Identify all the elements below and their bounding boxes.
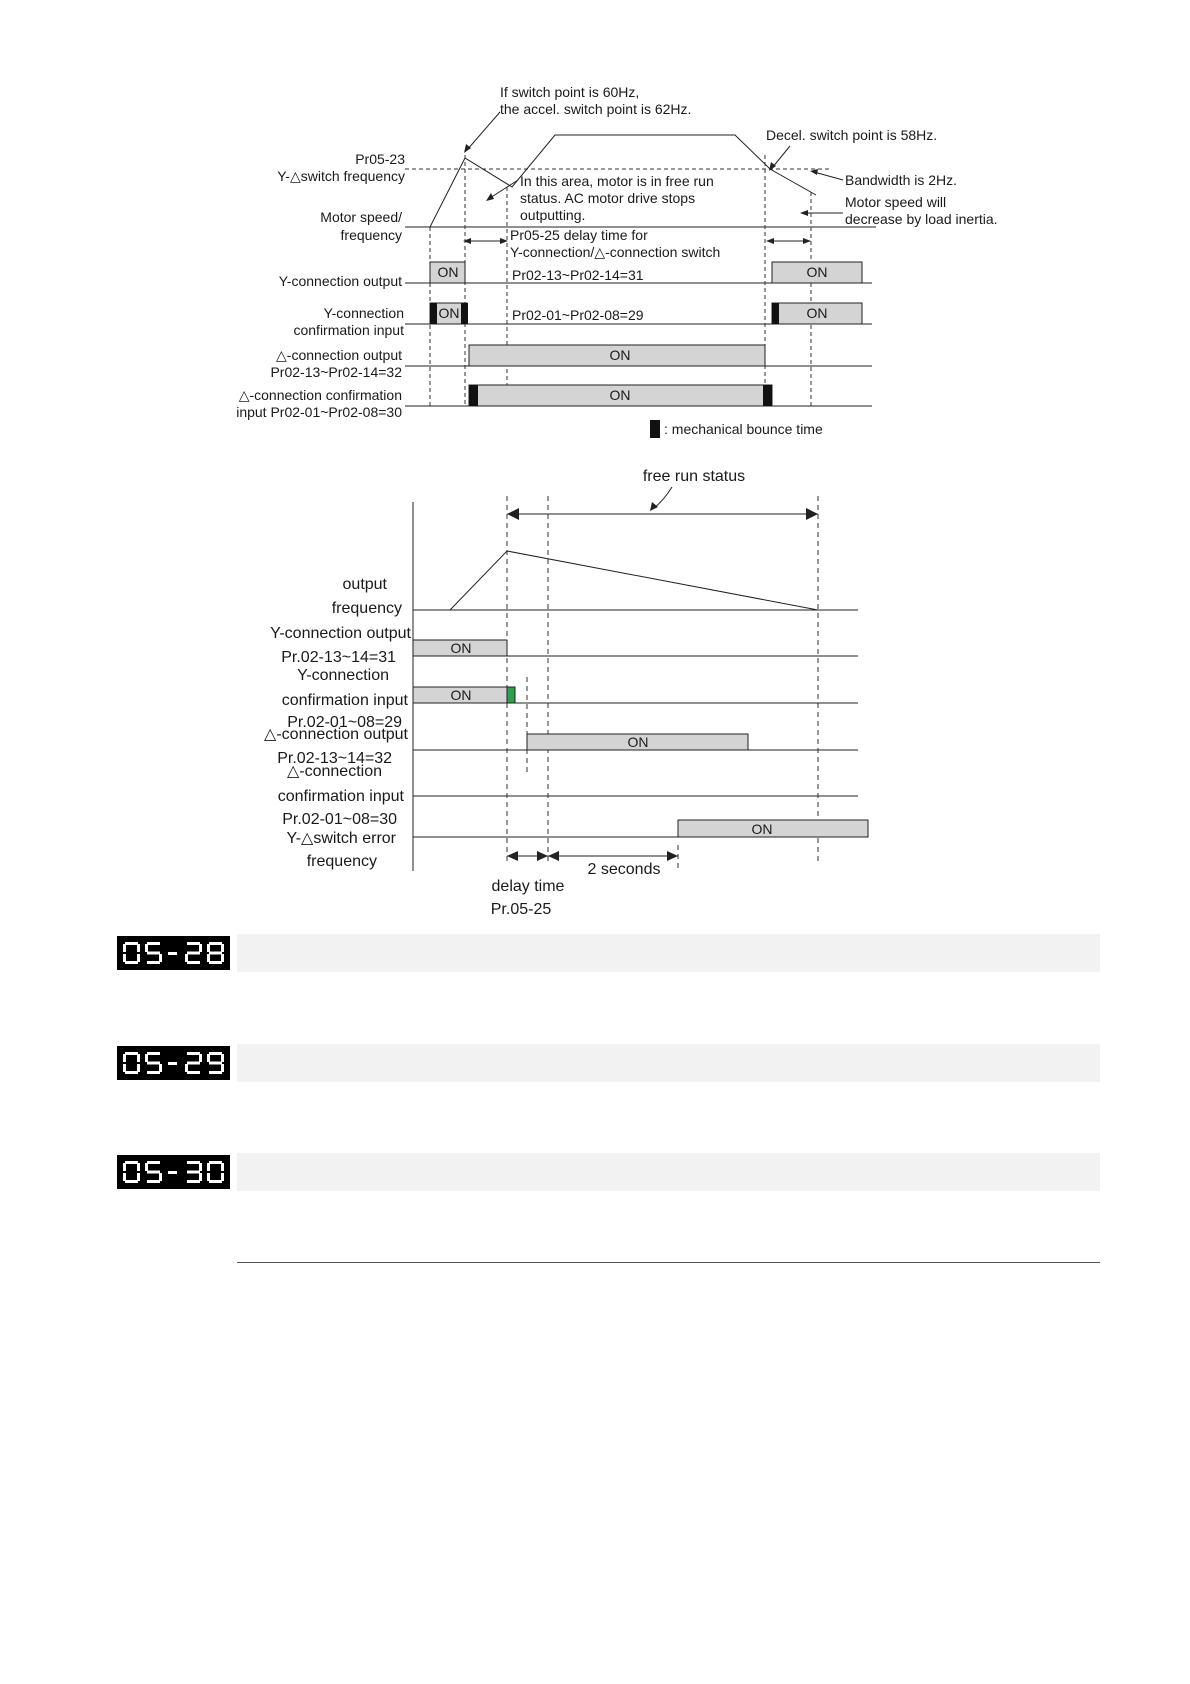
led-segment: [199, 1054, 202, 1062]
led-segment: [187, 942, 200, 945]
led-segment: [147, 1161, 160, 1164]
led-segment: [207, 1163, 210, 1171]
led-segment: [209, 942, 222, 945]
y-confirm-label-2: confirmation input: [281, 692, 408, 709]
led-segment: [187, 952, 200, 955]
output-frequency-label-1: output: [342, 576, 387, 593]
led-segment: [187, 1062, 200, 1065]
led-segment: [209, 961, 222, 964]
d-confirm-label-1: △-connection: [286, 763, 382, 780]
error-label-2: frequency: [306, 853, 377, 870]
delay-note-2: Y-connection/△-connection switch: [510, 244, 721, 260]
parameter-title-band: [237, 934, 1100, 972]
output-frequency-label-2: frequency: [331, 600, 402, 617]
separator-line: [237, 1262, 1100, 1263]
led-segment: [147, 942, 160, 945]
led-segment: [209, 1052, 222, 1055]
y-confirm-on: ON: [450, 687, 472, 703]
switch-freq-label-2: Y-△switch frequency: [277, 168, 405, 184]
led-segment: [199, 944, 202, 952]
y-confirm-bounce-3: [772, 303, 779, 324]
led-segment: [207, 944, 210, 952]
error-bar: [678, 820, 868, 837]
y-confirm-on-2: ON: [806, 305, 828, 321]
d-confirm-bounce-1: [469, 385, 478, 406]
y-output-on-2: ON: [806, 264, 828, 280]
led-segment: [209, 952, 222, 955]
led-segment: [123, 1054, 126, 1062]
d-confirm-label-2: input Pr02-01~Pr02-08=30: [236, 404, 402, 420]
y-delta-timing-diagram: [0, 0, 1190, 460]
accel-note-line1: If switch point is 60Hz,: [500, 84, 640, 100]
d-output-label-2: Pr.02-13~14=32: [277, 750, 392, 767]
free-run-note-3: outputting.: [520, 207, 586, 223]
error-on: ON: [751, 821, 773, 837]
led-segment: [159, 1173, 162, 1181]
y-confirm-on-1: ON: [438, 305, 460, 321]
param-code-display: [117, 936, 230, 970]
led-segment: [137, 1054, 140, 1062]
led-segment: [145, 1054, 148, 1062]
led-segment: [187, 1071, 200, 1074]
led-segment: [209, 1062, 222, 1065]
led-segment: [199, 1163, 202, 1171]
inertia-note-1: Motor speed will: [845, 194, 947, 210]
led-segment: [145, 1163, 148, 1171]
free-run-label: free run status: [642, 468, 746, 485]
led-segment: [207, 1054, 210, 1062]
led-segment: [185, 1064, 188, 1072]
led-segment: [159, 954, 162, 962]
led-segment: [125, 1180, 138, 1183]
y-confirm-bounce-2: [461, 303, 468, 324]
delay-note-1: Pr05-25 delay time for: [510, 227, 648, 243]
bandwidth-note: Bandwidth is 2Hz.: [845, 172, 958, 188]
d-output-label-1: △-connection output: [264, 726, 408, 743]
led-segment: [185, 954, 188, 962]
error-label-1: Y-△switch error: [286, 830, 396, 847]
led-segment: [125, 961, 138, 964]
led-segment: [207, 1173, 210, 1181]
led-segment: [125, 1071, 138, 1074]
decel-note: Decel. switch point is 58Hz.: [766, 127, 938, 143]
led-segment: [123, 1163, 126, 1171]
led-segment: [187, 1052, 200, 1055]
led-segment: [209, 1161, 222, 1164]
d-output-on: ON: [627, 734, 649, 750]
d-confirm-label-3: Pr.02-01~08=30: [282, 811, 397, 828]
led-segment: [187, 1161, 200, 1164]
led-segment: [147, 1062, 160, 1065]
d-confirm-label-2: confirmation input: [277, 788, 404, 805]
d-confirm-on: ON: [609, 387, 631, 403]
param-code-display: [117, 1155, 230, 1189]
y-confirm-green-marker: [507, 687, 515, 703]
led-segment: [125, 1052, 138, 1055]
y-output-param: Pr02-13~Pr02-14=31: [512, 267, 644, 283]
led-segment: [199, 1173, 202, 1181]
led-segment: [147, 952, 160, 955]
y-output-label-1: Y-connection output: [270, 625, 411, 642]
led-segment: [159, 1064, 162, 1072]
led-segment: [123, 1064, 126, 1072]
led-segment: [187, 1171, 200, 1174]
led-dash: [168, 1062, 177, 1065]
led-segment: [147, 961, 160, 964]
two-seconds-label: 2 seconds: [587, 861, 661, 878]
free-run-note-2: status. AC motor drive stops: [520, 190, 696, 206]
led-segment: [221, 1064, 224, 1072]
bounce-legend-swatch: [650, 420, 660, 438]
y-confirm-label-1: Y-connection: [297, 667, 389, 684]
led-segment: [147, 1180, 160, 1183]
parameter-title-band: [237, 1153, 1100, 1191]
led-segment: [147, 1071, 160, 1074]
led-segment: [137, 944, 140, 952]
accel-note-line2: the accel. switch point is 62Hz.: [500, 101, 692, 117]
led-segment: [147, 1171, 160, 1174]
led-segment: [221, 954, 224, 962]
led-segment: [221, 1054, 224, 1062]
y-confirm-label-3: Pr.02-01~08=29: [287, 714, 402, 731]
y-confirm-label-1: Y-connection: [323, 305, 404, 321]
led-segment: [221, 1163, 224, 1171]
led-dash: [168, 1171, 177, 1174]
led-segment: [123, 944, 126, 952]
delay-time-label-1: delay time: [491, 878, 565, 895]
switch-freq-label-1: Pr05-23: [355, 151, 405, 167]
motor-speed-label-1: Motor speed/: [320, 209, 402, 225]
led-segment: [147, 1052, 160, 1055]
bounce-legend-text: : mechanical bounce time: [664, 421, 823, 437]
led-segment: [137, 954, 140, 962]
led-segment: [145, 944, 148, 952]
led-segment: [187, 961, 200, 964]
d-output-label-2: Pr02-13~Pr02-14=32: [270, 364, 402, 380]
delay-time-label-2: Pr.05-25: [490, 901, 552, 918]
led-segment: [137, 1163, 140, 1171]
y-confirm-param: Pr02-01~Pr02-08=29: [512, 307, 644, 323]
y-output-label-2: Pr.02-13~14=31: [281, 649, 396, 666]
led-segment: [125, 942, 138, 945]
y-output-on: ON: [450, 640, 472, 656]
y-output-label: Y-connection output: [278, 273, 402, 289]
y-output-on-1: ON: [437, 264, 459, 280]
led-segment: [123, 954, 126, 962]
parameter-title-band: [237, 1044, 1100, 1082]
led-segment: [221, 944, 224, 952]
d-output-label-1: △-connection output: [276, 347, 402, 363]
led-segment: [209, 1071, 222, 1074]
led-segment: [207, 954, 210, 962]
param-code-display: [117, 1046, 230, 1080]
led-segment: [137, 1064, 140, 1072]
y-confirm-bounce-1: [430, 303, 437, 324]
led-segment: [125, 1161, 138, 1164]
led-segment: [137, 1173, 140, 1181]
free-run-note-1: In this area, motor is in free run: [520, 173, 714, 189]
led-segment: [123, 1173, 126, 1181]
y-confirm-label-2: confirmation input: [293, 322, 404, 338]
y-delta-switch-error-diagram: [0, 460, 1190, 930]
d-output-on: ON: [609, 347, 631, 363]
motor-speed-label-2: frequency: [340, 227, 402, 243]
d-confirm-label-1: △-connection confirmation: [238, 387, 402, 403]
led-segment: [209, 1180, 222, 1183]
led-segment: [187, 1180, 200, 1183]
led-segment: [221, 1173, 224, 1181]
d-confirm-bounce-2: [763, 385, 772, 406]
led-dash: [168, 952, 177, 955]
inertia-note-2: decrease by load inertia.: [845, 211, 998, 227]
